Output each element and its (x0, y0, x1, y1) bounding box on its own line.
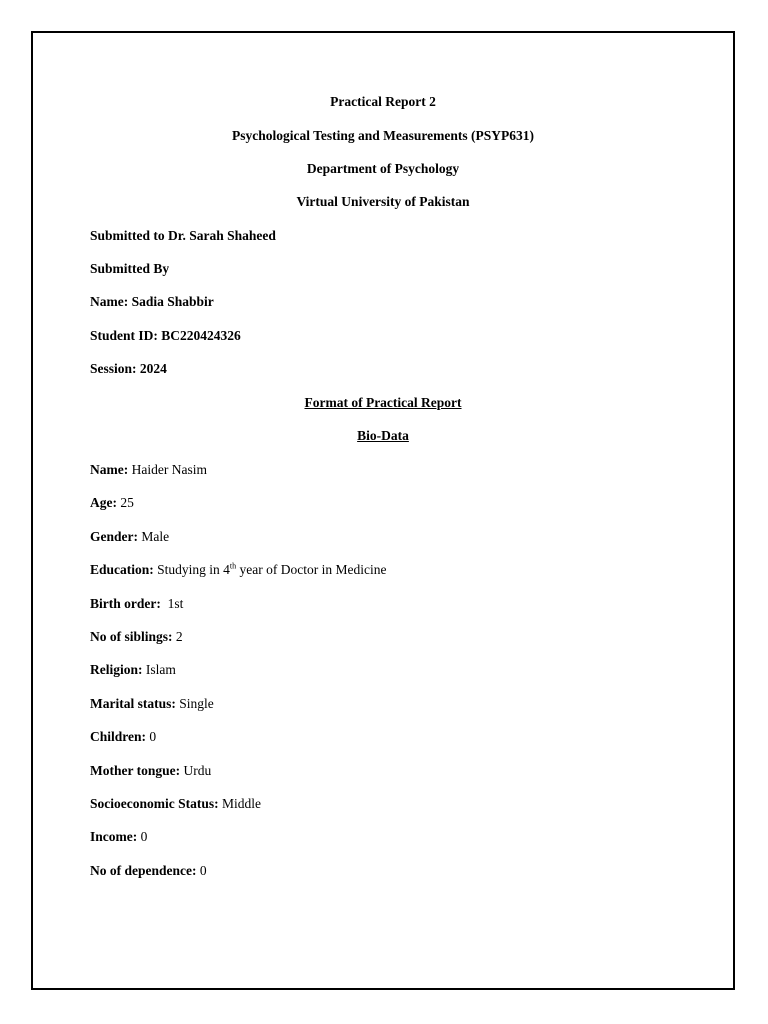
biodata-education-label: Education: (90, 562, 154, 577)
biodata-education-value-pre: Studying in 4 (153, 562, 230, 577)
biodata-marital-label: Marital status: (90, 696, 176, 711)
biodata-income (90, 829, 147, 845)
biodata-mother-tongue (90, 763, 211, 779)
biodata-ses-value: Middle (218, 796, 261, 811)
biodata-name-value: Haider Nasim (128, 462, 207, 477)
biodata-religion (90, 662, 176, 678)
biodata-birth-order-label: Birth order: (90, 596, 161, 611)
biodata-gender (90, 529, 169, 545)
biodata-gender-label: Gender: (90, 529, 138, 544)
biodata-income-value: 0 (137, 829, 148, 844)
biodata-marital-status (90, 696, 214, 712)
biodata-mother-tongue-label: Mother tongue: (90, 763, 181, 778)
biodata-age-label: Age: (90, 495, 117, 510)
biodata-name-label: Name: (90, 462, 129, 477)
biodata-heading: Bio-Data (357, 428, 409, 443)
format-heading: Format of Practical Report (304, 395, 462, 410)
submitted-by: Submitted By (90, 261, 170, 276)
biodata-dependence (90, 863, 207, 879)
biodata-education (90, 562, 386, 578)
biodata-marital-value: Single (175, 696, 214, 711)
student-id: Student ID: BC220424326 (90, 328, 241, 343)
biodata-education-sup: th (229, 561, 237, 571)
biodata-religion-value: Islam (142, 662, 176, 677)
biodata-siblings-value: 2 (172, 629, 183, 644)
biodata-dependence-label: No of dependence: (90, 863, 197, 878)
biodata-name (90, 462, 207, 478)
biodata-age (90, 495, 134, 511)
biodata-education-value-post: year of Doctor in Medicine (236, 562, 387, 577)
student-name: Name: Sadia Shabbir (90, 294, 214, 309)
session: Session: 2024 (90, 361, 167, 376)
department-name: Department of Psychology (306, 161, 460, 176)
biodata-siblings (90, 629, 183, 645)
report-title: Practical Report 2 (330, 94, 436, 109)
biodata-siblings-label: No of siblings: (90, 629, 173, 644)
biodata-children-value: 0 (146, 729, 157, 744)
biodata-religion-label: Religion: (90, 662, 143, 677)
biodata-birth-order (90, 596, 183, 612)
biodata-income-label: Income: (90, 829, 138, 844)
biodata-birth-order-value: 1st (160, 596, 184, 611)
biodata-age-value: 25 (117, 495, 134, 510)
biodata-gender-value: Male (138, 529, 170, 544)
submitted-to: Submitted to Dr. Sarah Shaheed (90, 228, 276, 243)
biodata-mother-tongue-value: Urdu (180, 763, 212, 778)
biodata-socioeconomic-status (90, 796, 261, 812)
university-name: Virtual University of Pakistan (296, 194, 470, 209)
biodata-children (90, 729, 156, 745)
biodata-dependence-value: 0 (196, 863, 207, 878)
biodata-ses-label: Socioeconomic Status: (90, 796, 219, 811)
biodata-children-label: Children: (90, 729, 147, 744)
course-title: Psychological Testing and Measurements (PSYP631) (231, 128, 534, 143)
